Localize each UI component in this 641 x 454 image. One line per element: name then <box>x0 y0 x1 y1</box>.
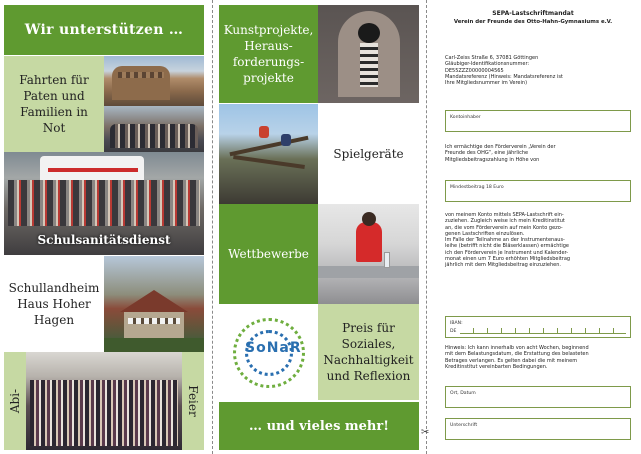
debit-text <box>445 212 631 269</box>
playground-text: Spielgeräte <box>333 147 404 161</box>
art-projects-box <box>219 5 318 103</box>
note-line-2: mit dem Belastungsdatum, die Erstattung des belasteten <box>445 351 589 358</box>
refund-note <box>445 345 631 370</box>
header-text: Wir unterstützen … <box>24 22 184 38</box>
address-line-5: Ihre Mitgliedsnummer im Verein) <box>445 80 528 87</box>
signature-field[interactable] <box>445 418 631 440</box>
school-home-text: Schullandheim Haus Hoher Hagen <box>8 281 100 327</box>
group-photo <box>104 106 204 152</box>
scissors-icon: ✂ <box>421 427 430 438</box>
first-aid-label <box>4 229 204 251</box>
school-home-box <box>4 256 104 352</box>
fold-line-right <box>426 0 427 454</box>
house-photo <box>104 256 204 352</box>
trips-text: Fahrten für Paten und Familien in Not <box>19 73 89 135</box>
trips-box <box>4 56 104 152</box>
art-photo <box>318 5 419 103</box>
iban-label: IBAN: <box>450 321 463 326</box>
debit-line-9: jährlich mit dem Mitgliedsbeitrag einzuziehen. <box>445 262 561 269</box>
debit-line-6: leihe (betrifft nicht die Bläserklassen) ermächtige <box>445 243 570 250</box>
debit-line-1: von meinem Konto mittels SEPA-Lastschrift ein- <box>445 212 564 218</box>
sepa-title: SEPA-Lastschriftmandat <box>492 10 574 17</box>
lab-photo <box>318 204 419 304</box>
debit-line-4: genen Lastschriften einzulösen. <box>445 230 525 237</box>
note-line-3: Betrages verlangen. Es gelten dabei die mit meinem <box>445 357 578 364</box>
note-line-1: Hinweis: Ich kann innerhalb von acht Wochen, beginnend <box>445 345 589 351</box>
consent-text <box>445 144 631 163</box>
min-fee-field[interactable] <box>445 180 631 202</box>
consent-line-2: Freunde des OHG“, eine jährliche <box>445 150 529 157</box>
place-date-label: Ort, Datum <box>450 391 476 396</box>
art-projects-text: Kunstprojekte, Heraus-forderungs-projekte <box>223 23 314 85</box>
sonar-logo-text: SoNaR <box>245 340 302 356</box>
account-holder-label: Kontoinhaber <box>450 115 481 120</box>
min-fee-label: Mindestbeitrag 18 Euro <box>450 185 504 190</box>
debit-line-2: zuziehen. Zugleich weise ich mein Kreditinstitut <box>445 218 565 225</box>
sepa-subtitle: Verein der Freunde des Otto-Hahn-Gymnasiums e.V. <box>453 19 613 25</box>
account-holder-field[interactable] <box>445 110 631 132</box>
iban-prefix: DE <box>450 329 457 334</box>
more-footer <box>219 402 419 450</box>
abi-photo <box>26 352 182 450</box>
sonar-dots-inner-icon <box>245 330 293 376</box>
debit-line-8: monat einen um 7 Euro erhöhten Mitgliedsbeitrag <box>445 256 571 263</box>
feier-box <box>182 352 204 450</box>
consent-line-1: Ich ermächtige den Förderverein „Verein der <box>445 144 556 150</box>
address-line-4: Mandatsreferenz (Hinweis: Mandatsreferenz ist <box>445 73 563 80</box>
place-date-field[interactable] <box>445 386 631 408</box>
debit-line-3: an, die vom Förderverein auf mein Konto gezo- <box>445 224 563 231</box>
consent-line-3: Mitgliedsbeitragszahlung in Höhe von <box>445 156 540 163</box>
address-line-1: Carl-Zeiss Straße 6, 37081 Göttingen <box>445 55 539 61</box>
competitions-box <box>219 204 318 304</box>
abi-text: Abi- <box>8 388 22 414</box>
iban-field[interactable] <box>445 316 631 338</box>
competitions-text: Wettbewerbe <box>228 247 309 261</box>
feier-text: Feier <box>186 385 200 417</box>
abi-box <box>4 352 26 450</box>
fold-line-left <box>212 0 213 454</box>
address-line-2: Gläubiger-Identifikationsnummer: <box>445 61 530 68</box>
playground-photo <box>219 104 318 204</box>
colosseum-photo <box>104 56 204 106</box>
address-line-3: DE55ZZZ00000004565 <box>445 67 504 74</box>
note-line-4: Kreditinstitut vereinbarten Bedingungen. <box>445 363 548 370</box>
creditor-info <box>445 55 631 86</box>
iban-digit-boxes <box>460 328 626 334</box>
prize-box <box>318 304 419 400</box>
sonar-logo <box>219 304 318 400</box>
prize-text: Preis für Soziales, Nachhaltigkeit und Reflexion <box>323 321 414 383</box>
playground-box <box>318 104 419 204</box>
signature-label: Unterschrift <box>450 423 478 428</box>
first-aid-text: Schulsanitätsdienst <box>37 233 171 247</box>
debit-line-7: ich den Förderverein je Instrument und Kalender- <box>445 249 569 256</box>
header-wir-unterstuetzen <box>4 5 204 55</box>
more-footer-text: … und vieles mehr! <box>249 418 389 434</box>
debit-line-5: Im Falle der Teilnahme an der Instrumentenaus- <box>445 237 565 244</box>
